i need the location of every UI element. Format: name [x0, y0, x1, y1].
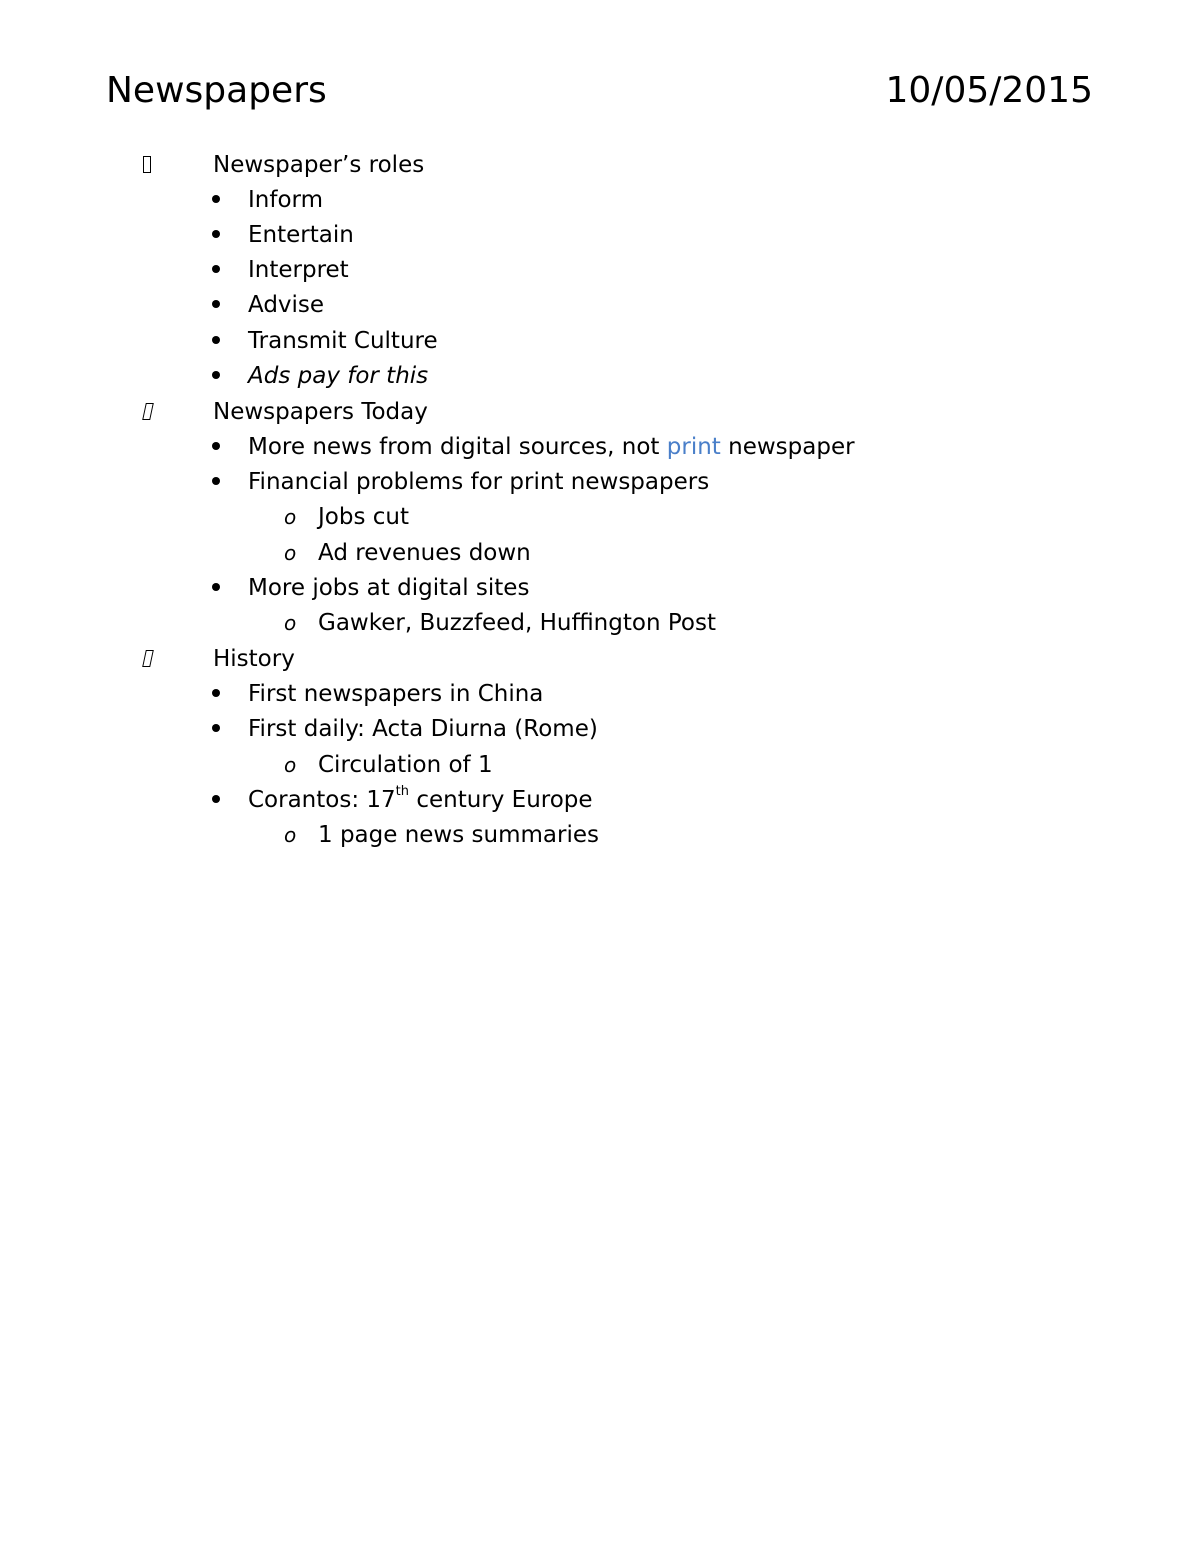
page-date: 10/05/2015 — [885, 70, 1093, 111]
item-text: century Europe — [409, 787, 593, 813]
section-heading-roles: Newspaper’s roles — [213, 152, 425, 178]
bullet-icon — [212, 230, 220, 238]
list-item: Entertain — [248, 222, 354, 248]
circle-bullet-icon: o — [284, 541, 297, 565]
circle-bullet-icon: o — [284, 823, 297, 847]
print-link[interactable]: print — [666, 434, 721, 460]
bullet-icon — [212, 477, 220, 485]
list-item: Transmit Culture — [248, 328, 438, 354]
bullet-icon — [212, 724, 220, 732]
section-heading-history: History — [213, 646, 295, 672]
sub-list-item: Gawker, Buzzfeed, Huffington Post — [318, 610, 716, 636]
bullet-icon — [212, 195, 220, 203]
item-text: More news from digital sources, not — [248, 434, 667, 460]
circle-bullet-icon: o — [284, 611, 297, 635]
section-heading-today: Newspapers Today — [213, 399, 428, 425]
box-bullet-icon — [142, 650, 154, 667]
sub-list-item: Jobs cut — [318, 504, 409, 530]
bullet-icon — [212, 583, 220, 591]
list-item: Interpret — [248, 257, 349, 283]
list-item: Advise — [248, 292, 325, 318]
bullet-icon — [212, 795, 220, 803]
sub-list-item: 1 page news summaries — [318, 822, 599, 848]
sub-list-item: Circulation of 1 — [318, 752, 493, 778]
circle-bullet-icon: o — [284, 505, 297, 529]
list-item: First daily: Acta Diurna (Rome) — [248, 716, 598, 742]
sub-list-item: Ad revenues down — [318, 540, 531, 566]
bullet-icon — [212, 689, 220, 697]
bullet-icon — [212, 265, 220, 273]
list-item: Financial problems for print newspapers — [248, 469, 710, 495]
list-item: Inform — [248, 187, 323, 213]
list-item: More jobs at digital sites — [248, 575, 530, 601]
page-title: Newspapers — [106, 70, 327, 111]
list-item — [248, 430, 855, 465]
ads-note: Ads pay for this — [248, 363, 429, 389]
superscript: th — [395, 784, 410, 800]
box-bullet-icon — [143, 156, 151, 173]
item-text: newspaper — [720, 434, 855, 460]
list-item: First newspapers in China — [248, 681, 544, 707]
item-text: Corantos: 17 — [248, 787, 396, 813]
bullet-icon — [212, 300, 220, 308]
bullet-icon — [212, 371, 220, 379]
list-item — [248, 783, 593, 818]
box-bullet-icon — [142, 403, 154, 420]
bullet-icon — [212, 442, 220, 450]
circle-bullet-icon: o — [284, 753, 297, 777]
bullet-icon — [212, 336, 220, 344]
